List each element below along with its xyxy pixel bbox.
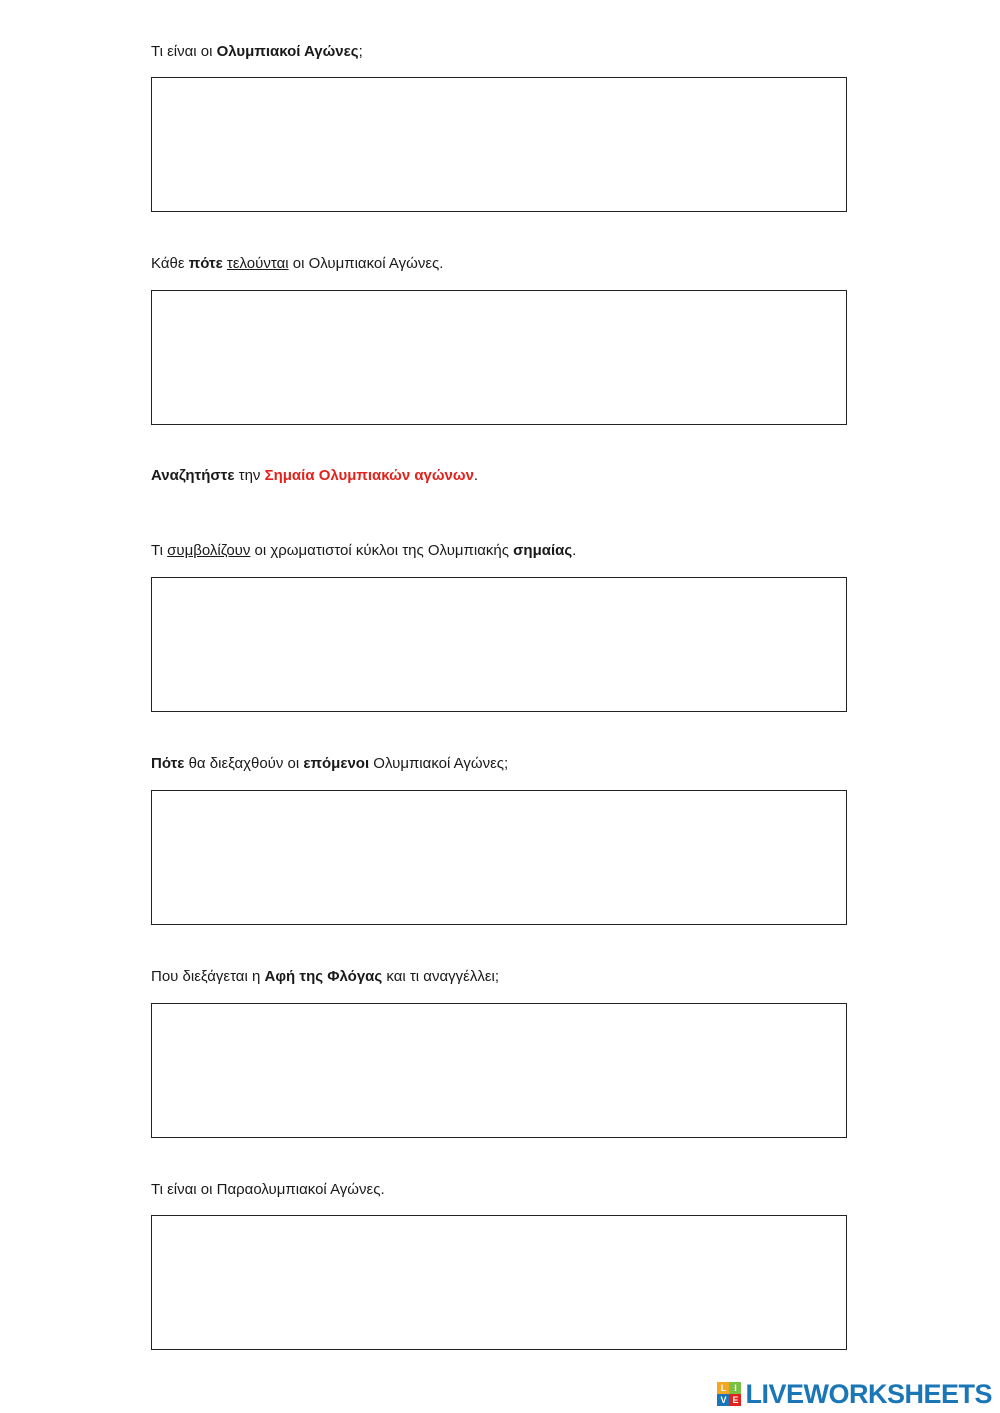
- prompt-part: επόμενοι: [303, 755, 370, 772]
- answer-3-field[interactable]: [151, 577, 847, 712]
- answer-4-field[interactable]: [151, 790, 847, 925]
- prompt-part: Αναζητήστε: [151, 467, 235, 484]
- prompt-part: την: [234, 467, 265, 484]
- logo-letter: E: [729, 1394, 741, 1406]
- prompt-part: οι χρωματιστοί κύκλοι της Ολυμπιακής: [250, 542, 514, 559]
- prompt-part: Κάθε: [151, 255, 189, 272]
- answer-1-field[interactable]: [151, 77, 847, 212]
- question-1-prompt: [151, 43, 363, 61]
- question-3-prompt: [151, 542, 576, 560]
- answer-5-field[interactable]: [151, 1003, 847, 1138]
- prompt-part: .: [572, 542, 577, 559]
- prompt-part: ;: [358, 43, 363, 60]
- answer-2-field[interactable]: [151, 290, 847, 425]
- liveworksheets-brand: [717, 1378, 992, 1410]
- liveworksheets-wordmark: LIVEWORKSHEETS: [745, 1378, 992, 1409]
- question-6-prompt: [151, 1181, 385, 1199]
- prompt-part: σημαίας: [513, 542, 573, 559]
- prompt-part: πότε: [188, 255, 223, 272]
- prompt-part: Πότε: [151, 755, 185, 772]
- prompt-part: Τι είναι οι: [151, 43, 217, 60]
- prompt-part: Ολυμπιακοί Αγώνες: [216, 43, 359, 60]
- prompt-part: Τι είναι οι Παραολυμπιακοί Αγώνες.: [151, 1181, 385, 1198]
- logo-letter: V: [717, 1394, 729, 1406]
- question-4-prompt: [151, 755, 508, 773]
- prompt-part: Που διεξάγεται η: [151, 968, 265, 985]
- question-2-prompt: [151, 255, 443, 273]
- olympic-flag-highlight: Σημαία Ολυμπιακών αγώνων: [264, 467, 474, 484]
- question-5-prompt: [151, 968, 499, 986]
- prompt-part: οι Ολυμπιακοί Αγώνες.: [288, 255, 444, 272]
- logo-letter: L: [717, 1382, 729, 1394]
- logo-letter: I: [729, 1382, 741, 1394]
- prompt-part: Τι: [151, 542, 168, 559]
- prompt-part: τελούνται: [226, 255, 289, 272]
- prompt-part: Αφή της Φλόγας: [264, 968, 383, 985]
- prompt-part: θα διεξαχθούν οι: [184, 755, 304, 772]
- prompt-part: και τι αναγγέλλει;: [382, 968, 500, 985]
- liveworksheets-logo-icon: [717, 1382, 741, 1406]
- prompt-part: .: [473, 467, 479, 484]
- search-instruction: [151, 467, 478, 485]
- prompt-part: Ολυμπιακοί Αγώνες;: [369, 755, 509, 772]
- answer-6-field[interactable]: [151, 1215, 847, 1350]
- prompt-part: συμβολίζουν: [167, 542, 251, 559]
